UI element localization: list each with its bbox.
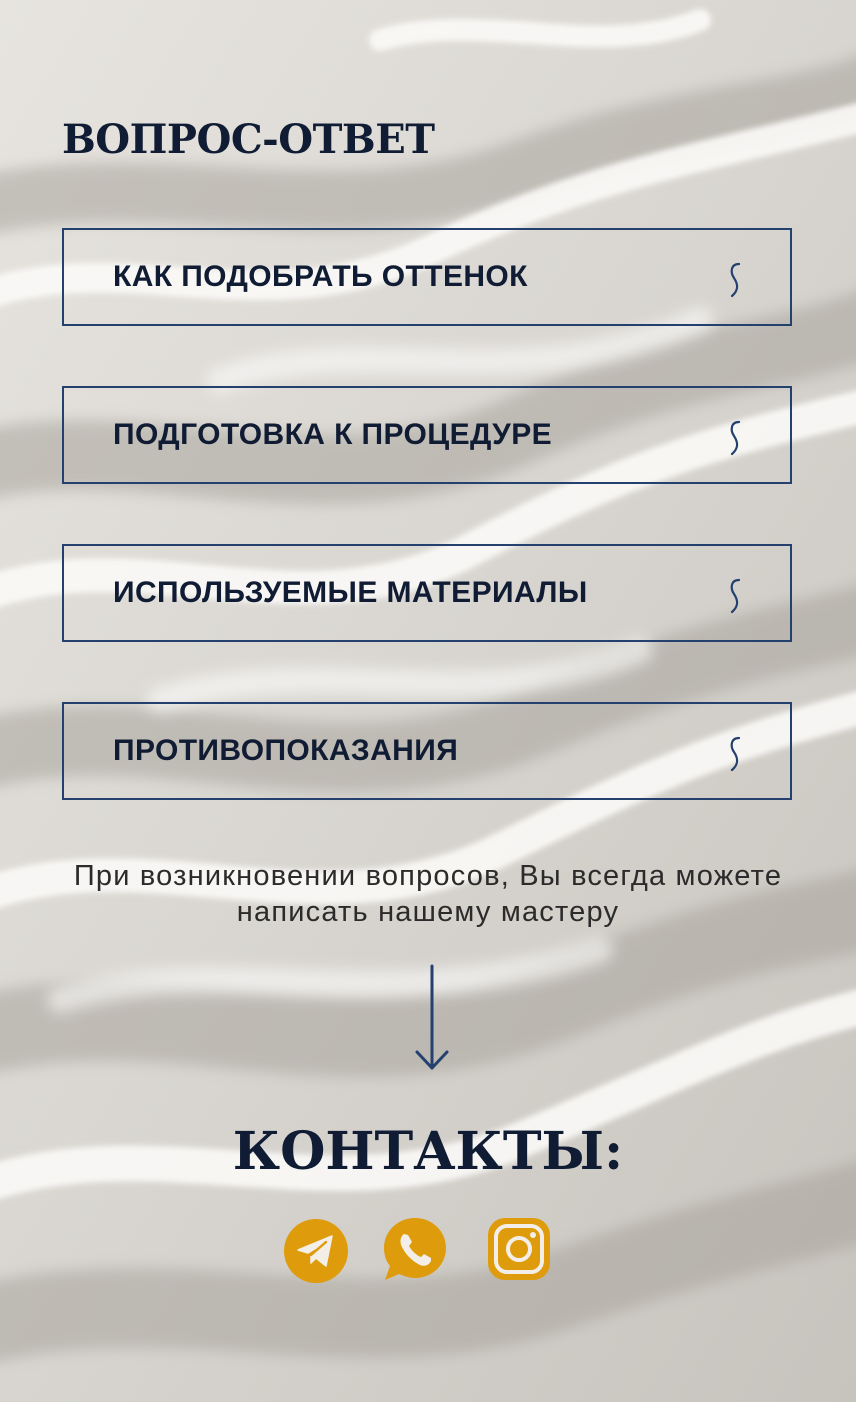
- whatsapp-link[interactable]: [380, 1214, 450, 1284]
- instagram-icon: [484, 1214, 554, 1284]
- faq-item-label: ИСПОЛЬЗУЕМЫЕ МАТЕРИАЛЫ: [113, 576, 588, 609]
- expand-squiggle-icon: [724, 418, 746, 458]
- contact-hint-text: При возникновении вопросов, Вы всегда можете написать нашему мастеру: [73, 860, 783, 928]
- faq-title: ВОПРОС-ОТВЕТ: [62, 116, 435, 163]
- faq-item-label: ПРОТИВОПОКАЗАНИЯ: [113, 734, 459, 767]
- whatsapp-icon: [380, 1214, 450, 1284]
- faq-item-shade[interactable]: [62, 228, 792, 326]
- expand-squiggle-icon: [724, 260, 746, 300]
- faq-item-materials[interactable]: [62, 544, 792, 642]
- faq-item-preparation[interactable]: [62, 386, 792, 484]
- faq-item-label: КАК ПОДОБРАТЬ ОТТЕНОК: [113, 260, 528, 293]
- arrow-down-icon: [413, 964, 451, 1074]
- telegram-link[interactable]: [281, 1214, 351, 1284]
- faq-item-contraindications[interactable]: [62, 702, 792, 800]
- instagram-link[interactable]: [484, 1214, 554, 1284]
- contacts-title: КОНТАКТЫ:: [232, 1121, 624, 1182]
- faq-item-label: ПОДГОТОВКА К ПРОЦЕДУРЕ: [113, 418, 553, 451]
- expand-squiggle-icon: [724, 734, 746, 774]
- expand-squiggle-icon: [724, 576, 746, 616]
- telegram-icon: [281, 1214, 351, 1284]
